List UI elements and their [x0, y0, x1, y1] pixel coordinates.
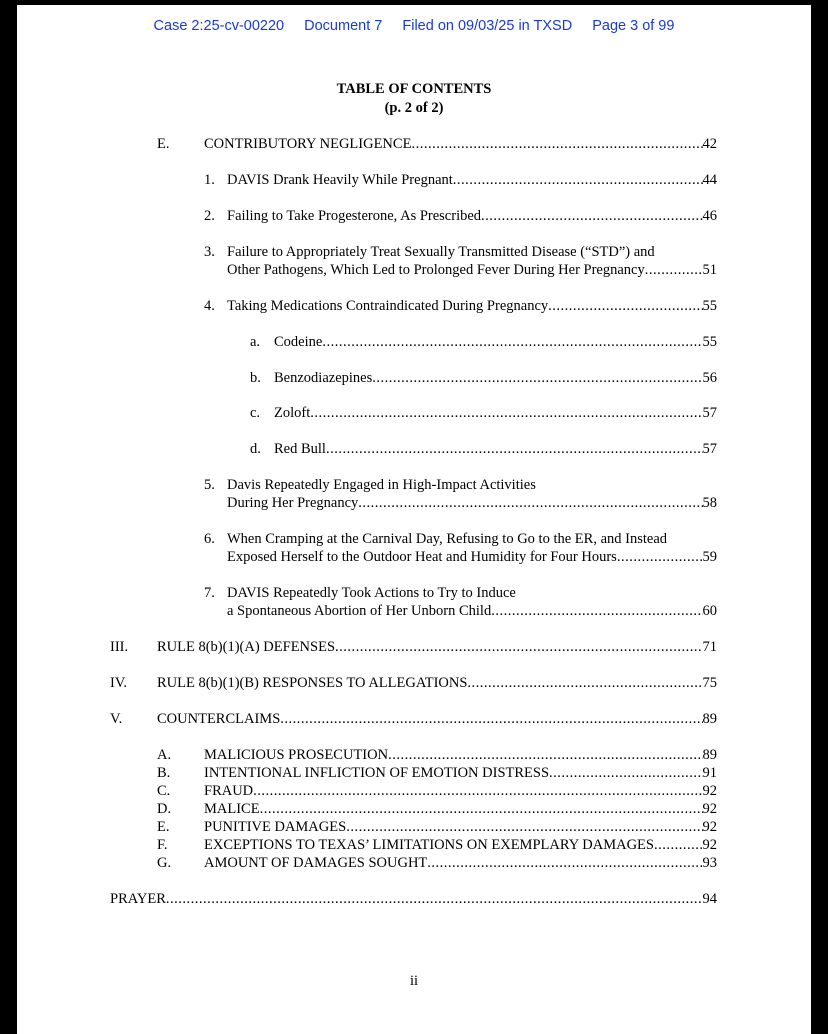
toc-text: RULE 8(b)(1)(B) RESPONSES TO ALLEGATIONS — [157, 675, 468, 691]
toc-text: Taking Medications Contraindicated During Pregnancy — [227, 298, 549, 314]
filed-date: Filed on 09/03/25 in TXSD — [402, 18, 573, 34]
toc-text: Benzodiazepines — [274, 370, 373, 386]
toc-entry-iv — [110, 674, 717, 692]
toc-page: 46 — [702, 208, 717, 224]
toc-text: FRAUD — [204, 783, 254, 799]
toc-entry-7 — [204, 584, 717, 620]
toc-page: 51 — [702, 262, 717, 278]
toc-text: Codeine — [274, 334, 323, 350]
toc-marker: 1. — [204, 172, 215, 188]
toc-marker: IV. — [110, 675, 128, 691]
toc-entry-v-a — [157, 746, 717, 764]
toc-text: CONTRIBUTORY NEGLIGENCE — [204, 136, 412, 152]
toc-page: 75 — [702, 675, 717, 691]
toc-page: 58 — [702, 495, 717, 511]
toc-entry-3 — [204, 243, 717, 279]
toc-marker: E. — [157, 136, 170, 152]
toc-marker: 2. — [204, 208, 215, 224]
toc-marker: 4. — [204, 298, 215, 314]
leader-dots — [346, 818, 702, 836]
toc-page: 92 — [702, 783, 717, 799]
toc-text: MALICE — [204, 801, 260, 817]
leader-dots — [253, 782, 702, 800]
toc-marker: G. — [157, 855, 172, 871]
toc-page: 93 — [702, 855, 717, 871]
document-page — [17, 5, 811, 1034]
toc-page: 57 — [702, 441, 717, 457]
toc-marker: E. — [157, 819, 170, 835]
leader-dots — [427, 854, 702, 872]
toc-page: 92 — [702, 819, 717, 835]
toc-text: RULE 8(b)(1)(A) DEFENSES — [157, 639, 336, 655]
toc-page: 89 — [702, 747, 717, 763]
toc-marker: a. — [250, 334, 261, 350]
toc-entry-1 — [204, 171, 717, 189]
toc-marker: C. — [157, 783, 171, 799]
leader-dots — [358, 494, 702, 512]
toc-marker: 5. — [204, 477, 215, 493]
leader-dots — [280, 710, 702, 728]
toc-text-line1: DAVIS Repeatedly Took Actions to Try to Induce — [227, 585, 516, 601]
leader-dots — [322, 333, 702, 351]
toc-entry-2 — [204, 207, 717, 225]
toc-text: EXCEPTIONS TO TEXAS’ LIMITATIONS ON EXEMPLARY DAMAGES — [204, 837, 654, 853]
case-number: Case 2:25-cv-00220 — [153, 18, 285, 34]
toc-text: AMOUNT OF DAMAGES SOUGHT — [204, 855, 428, 871]
toc-entry-v-f — [157, 836, 717, 854]
page-number: ii — [409, 973, 419, 989]
leader-dots — [260, 800, 703, 818]
leader-dots — [491, 602, 702, 620]
toc-entry-v-g — [157, 854, 717, 872]
leader-dots — [326, 440, 703, 458]
toc-page: 44 — [702, 172, 717, 188]
toc-text: INTENTIONAL INFLICTION OF EMOTION DISTRESS — [204, 765, 550, 781]
toc-text-line1: When Cramping at the Carnival Day, Refusing to Go to the ER, and Instead — [227, 531, 667, 547]
toc-marker: 3. — [204, 244, 215, 260]
toc-page: 57 — [702, 405, 717, 421]
toc-marker: III. — [110, 639, 129, 655]
toc-entry-iii — [110, 638, 717, 656]
toc-text-line1: Failure to Appropriately Treat Sexually Transmitted Disease (“STD”) and — [227, 244, 655, 260]
toc-title: TABLE OF CONTENTS — [336, 81, 492, 97]
toc-page: 91 — [702, 765, 717, 781]
toc-marker: D. — [157, 801, 172, 817]
toc-text: Exposed Herself to the Outdoor Heat and Humidity for Four Hours — [227, 549, 617, 565]
toc-text: Zoloft — [274, 405, 311, 421]
toc-text: a Spontaneous Abortion of Her Unborn Child — [227, 603, 492, 619]
toc-page: 92 — [702, 837, 717, 853]
toc-entry-4d — [250, 440, 717, 458]
toc-text: PRAYER — [110, 891, 166, 907]
toc-entry-v-e — [157, 818, 717, 836]
toc-entry-v-c — [157, 782, 717, 800]
toc-entry-v-d — [157, 800, 717, 818]
toc-subtitle: (p. 2 of 2) — [384, 100, 444, 116]
toc-text: DAVIS Drank Heavily While Pregnant — [227, 172, 453, 188]
filing-header — [17, 18, 811, 34]
toc-entry-v-b — [157, 764, 717, 782]
toc-entry-4a — [250, 333, 717, 351]
toc-entry-4b — [250, 369, 717, 387]
toc-page: 55 — [702, 298, 717, 314]
toc-page: 89 — [702, 711, 717, 727]
toc-page: 60 — [702, 603, 717, 619]
toc-page: 94 — [702, 891, 717, 907]
toc-marker: c. — [250, 405, 261, 421]
toc-entry-e — [157, 135, 717, 153]
toc-text: MALICIOUS PROSECUTION — [204, 747, 389, 763]
document-number: Document 7 — [304, 18, 383, 34]
toc-text: PUNITIVE DAMAGES — [204, 819, 347, 835]
leader-dots — [549, 764, 702, 782]
toc-marker: B. — [157, 765, 171, 781]
leader-dots — [388, 746, 702, 764]
toc-entry-5 — [204, 476, 717, 512]
toc-entry-prayer — [110, 890, 717, 908]
toc-marker: F. — [157, 837, 168, 853]
toc-marker: A. — [157, 747, 172, 763]
leader-dots — [467, 674, 702, 692]
toc-text-line1: Davis Repeatedly Engaged in High-Impact Activities — [227, 477, 536, 493]
leader-dots — [548, 297, 702, 315]
toc-page: 59 — [702, 549, 717, 565]
toc-marker: 7. — [204, 585, 215, 601]
toc-marker: 6. — [204, 531, 215, 547]
leader-dots — [310, 404, 702, 422]
leader-dots — [411, 135, 702, 153]
leader-dots — [372, 369, 702, 387]
leader-dots — [654, 836, 703, 854]
leader-dots — [453, 171, 703, 189]
toc-page: 42 — [702, 136, 717, 152]
toc-marker: V. — [110, 711, 123, 727]
toc-entry-6 — [204, 530, 717, 566]
leader-dots — [645, 261, 703, 279]
toc-marker: b. — [250, 370, 261, 386]
toc-text: COUNTERCLAIMS — [157, 711, 281, 727]
leader-dots — [166, 890, 703, 908]
page-indicator: Page 3 of 99 — [592, 18, 675, 34]
toc-text: Failing to Take Progesterone, As Prescribed — [227, 208, 482, 224]
toc-page: 56 — [702, 370, 717, 386]
toc-page: 71 — [702, 639, 717, 655]
leader-dots — [617, 548, 703, 566]
toc-page: 55 — [702, 334, 717, 350]
toc-entry-4c — [250, 404, 717, 422]
toc-text: Other Pathogens, Which Led to Prolonged Fever During Her Pregnancy — [227, 262, 645, 278]
leader-dots — [481, 207, 702, 225]
toc-page: 92 — [702, 801, 717, 817]
toc-entry-4 — [204, 297, 717, 315]
leader-dots — [335, 638, 702, 656]
toc-entry-v — [110, 710, 717, 728]
toc-text: During Her Pregnancy — [227, 495, 359, 511]
toc-text: Red Bull — [274, 441, 326, 457]
toc-marker: d. — [250, 441, 261, 457]
